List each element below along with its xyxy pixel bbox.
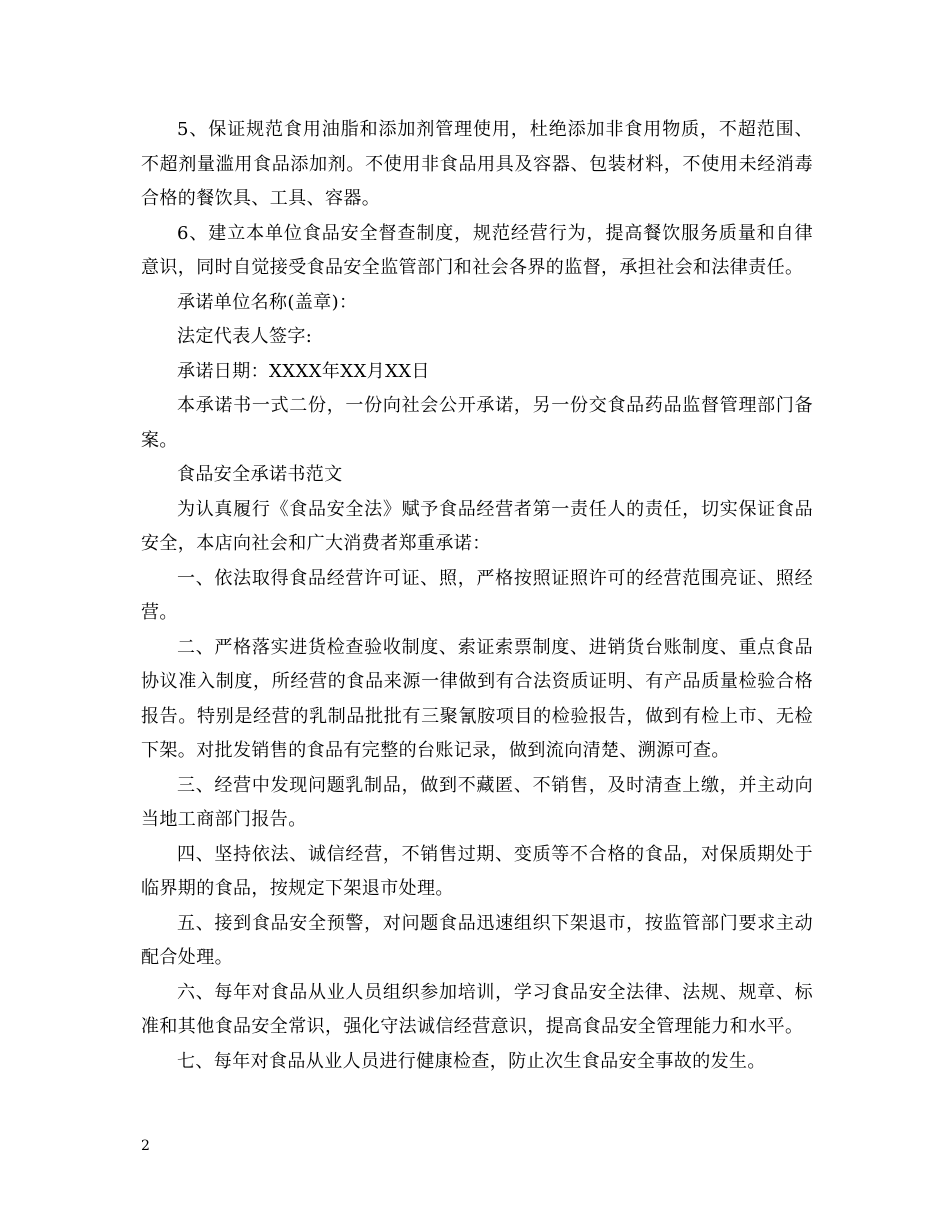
signature-unit-name: 承诺单位名称(盖章)： (177, 291, 358, 313)
pledge-item-7: 七、每年对食品从业人员进行健康检查，防止次生食品安全事故的发生。 (177, 1050, 766, 1072)
paragraph-commitment-5: 5、保证规范食用油脂和添加剂管理使用，杜绝添加非食用物质，不超范围、不超剂量滥用食品添加剂。不使用非食品用具及容器、包装材料，不使用未经消毒合格的餐饮具、工具、容器。 (141, 119, 813, 209)
pledge-item-4: 四、坚持依法、诚信经营，不销售过期、变质等不合格的食品，对保质期处于临界期的食品，按规定下架退市处理。 (141, 843, 813, 899)
pledge-item-1: 一、依法取得食品经营许可证、照，严格按照证照许可的经营范围亮证、照经营。 (141, 567, 813, 623)
signature-legal-representative: 法定代表人签字: (177, 326, 313, 347)
document-body (141, 113, 813, 1079)
copies-note: 本承诺书一式二份，一份向社会公开承诺，另一份交食品药品监督管理部门备案。 (141, 395, 813, 451)
section-heading: 食品安全承诺书范文 (177, 464, 343, 485)
pledge-item-6: 六、每年对食品从业人员组织参加培训，学习食品安全法律、法规、规章、标准和其他食品安全常识，强化守法诚信经营意识，提高食品安全管理能力和水平。 (141, 981, 813, 1037)
signature-date: 承诺日期：XXXX年XX月XX日 (177, 360, 430, 382)
pledge-item-2: 二、严格落实进货检查验收制度、索证索票制度、进销货台账制度、重点食品协议准入制度，所经营的食品来源一律做到有合法资质证明、有产品质量检验合格报告。特别是经营的乳制品批批有三聚氰胺项目的检验报告，做到有检上市、无检下架。对批发销售的食品有完整的台账记录，做到流向清楚、溯源可查。 (141, 636, 813, 761)
pledge-item-5: 五、接到食品安全预警，对问题食品迅速组织下架退市，按监管部门要求主动配合处理。 (141, 912, 813, 968)
intro-paragraph: 为认真履行《食品安全法》赋予食品经营者第一责任人的责任，切实保证食品安全，本店向社会和广大消费者郑重承诺： (141, 498, 813, 554)
paragraph-commitment-6: 6、建立本单位食品安全督查制度，规范经营行为，提高餐饮服务质量和自律意识，同时自觉接受食品安全监管部门和社会各界的监督，承担社会和法律责任。 (141, 222, 813, 278)
page-number: 2 (141, 1138, 150, 1154)
pledge-item-3: 三、经营中发现问题乳制品，做到不藏匿、不销售，及时清查上缴，并主动向当地工商部门报告。 (141, 774, 813, 830)
